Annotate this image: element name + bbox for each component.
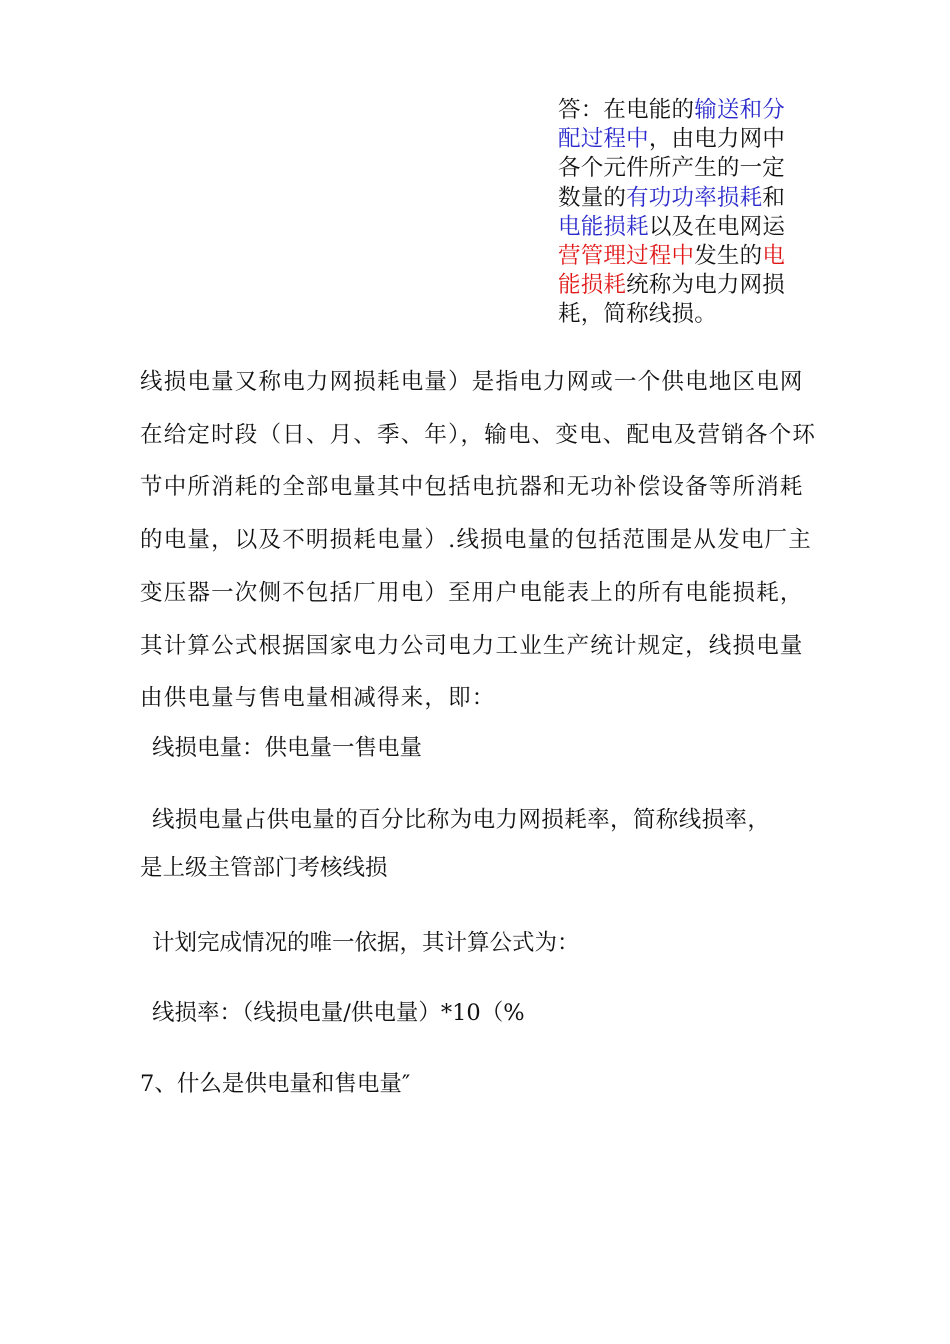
plan-text: 计划完成情况的唯一依据，其计算公式为：: [152, 930, 580, 956]
question-7-heading: 7、什么是供电量和售电量″: [140, 1071, 411, 1097]
formula-loss-energy: 线损电量：供电量一售电量: [152, 735, 423, 761]
highlight-transmission: 输送和分配过程中: [558, 97, 786, 153]
loss-rate-text-line2: 是上级主管部门考核线损: [140, 855, 388, 881]
answer-text-6: 统称为电力网损耗，简称线损。: [558, 272, 786, 328]
definition-paragraph: 线损电量又称电力网损耗电量）是指电力网或一个供电地区电网在给定时段（日、月、季、年），输电、变电、配电及营销各个环节中所消耗的全部电量其中包括电抗器和无功补偿设备等所消耗的电量，以及不明损耗电量）.线损电量的包括范围是从发电厂主变压器一次侧不包括厂用电）至用户电能表上的所有电能损耗，其计算公式根据国家电力公司电力工业生产统计规定，线损电量由供电量与售电量相减得来，即：: [140, 369, 817, 712]
answer-text-5: 发生的: [694, 243, 763, 270]
highlight-active-power-loss: 有功功率损耗: [626, 184, 763, 211]
answer-text-2: ，由电力网中各个元件所产生的一定数量的: [558, 126, 786, 211]
highlight-energy-loss-red: 电能损耗: [558, 243, 786, 299]
loss-rate-text-line1: 线损电量占供电量的百分比称为电力网损耗率，简称线损率，: [152, 807, 771, 833]
answer-box: [558, 96, 806, 330]
highlight-energy-loss: 电能损耗: [558, 213, 649, 240]
answer-text-3: 和: [762, 184, 786, 211]
formula-loss-rate: 线损率：（线损电量/供电量）*10（%: [152, 1000, 525, 1026]
highlight-management-process: 营管理过程中: [558, 243, 695, 270]
answer-text-1: 答：在电能的: [558, 97, 695, 123]
answer-text-4: 以及在电网运: [648, 213, 786, 240]
